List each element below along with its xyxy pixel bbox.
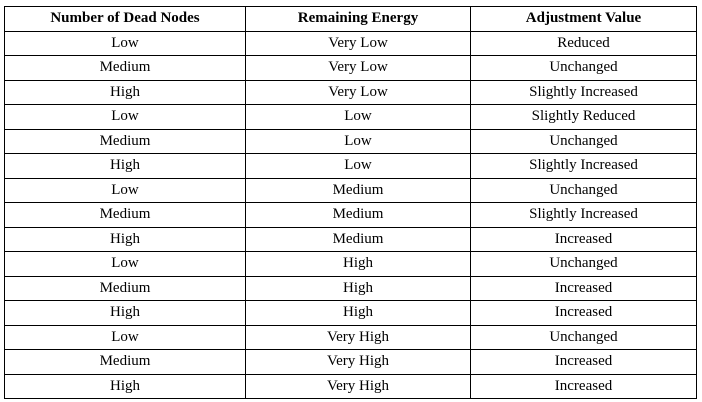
cell-remaining-energy: High [246,301,471,326]
cell-remaining-energy: Very High [246,325,471,350]
table-header [5,7,697,32]
cell-dead-nodes: Low [5,325,246,350]
cell-adjustment-value: Unchanged [471,56,697,81]
cell-dead-nodes: Medium [5,276,246,301]
cell-dead-nodes: Low [5,252,246,277]
header-adjustment-value: Adjustment Value [471,7,697,32]
cell-adjustment-value: Reduced [471,31,697,56]
cell-dead-nodes: Low [5,178,246,203]
cell-dead-nodes: High [5,154,246,179]
cell-adjustment-value: Increased [471,350,697,375]
cell-dead-nodes: High [5,80,246,105]
cell-adjustment-value: Increased [471,374,697,399]
cell-dead-nodes: Medium [5,129,246,154]
table-row [5,325,697,350]
cell-adjustment-value: Unchanged [471,252,697,277]
cell-adjustment-value: Slightly Increased [471,203,697,228]
cell-adjustment-value: Slightly Increased [471,154,697,179]
cell-dead-nodes: Medium [5,350,246,375]
cell-dead-nodes: Low [5,31,246,56]
cell-adjustment-value: Unchanged [471,129,697,154]
cell-remaining-energy: Low [246,129,471,154]
rule-table [4,6,697,399]
cell-remaining-energy: Very High [246,374,471,399]
cell-remaining-energy: Low [246,154,471,179]
table-row [5,154,697,179]
cell-adjustment-value: Unchanged [471,325,697,350]
cell-adjustment-value: Slightly Reduced [471,105,697,130]
header-row [5,7,697,32]
cell-remaining-energy: Very Low [246,80,471,105]
cell-dead-nodes: Medium [5,56,246,81]
table-row [5,178,697,203]
cell-remaining-energy: Low [246,105,471,130]
cell-adjustment-value: Slightly Increased [471,80,697,105]
cell-remaining-energy: High [246,276,471,301]
table-row [5,227,697,252]
cell-remaining-energy: Very Low [246,56,471,81]
cell-dead-nodes: Low [5,105,246,130]
cell-dead-nodes: High [5,301,246,326]
cell-adjustment-value: Increased [471,301,697,326]
table-body [5,31,697,399]
table-row [5,80,697,105]
cell-remaining-energy: Medium [246,227,471,252]
cell-adjustment-value: Unchanged [471,178,697,203]
cell-adjustment-value: Increased [471,276,697,301]
table-row [5,203,697,228]
table-row [5,105,697,130]
table-row [5,374,697,399]
cell-adjustment-value: Increased [471,227,697,252]
table-row [5,129,697,154]
cell-dead-nodes: Medium [5,203,246,228]
rule-table-container [4,6,696,399]
cell-remaining-energy: Very Low [246,31,471,56]
table-row [5,56,697,81]
cell-remaining-energy: Medium [246,203,471,228]
table-row [5,301,697,326]
table-row [5,276,697,301]
table-row [5,252,697,277]
cell-remaining-energy: High [246,252,471,277]
cell-remaining-energy: Medium [246,178,471,203]
table-row [5,31,697,56]
cell-dead-nodes: High [5,227,246,252]
header-dead-nodes: Number of Dead Nodes [5,7,246,32]
cell-remaining-energy: Very High [246,350,471,375]
table-row [5,350,697,375]
cell-dead-nodes: High [5,374,246,399]
header-remaining-energy: Remaining Energy [246,7,471,32]
